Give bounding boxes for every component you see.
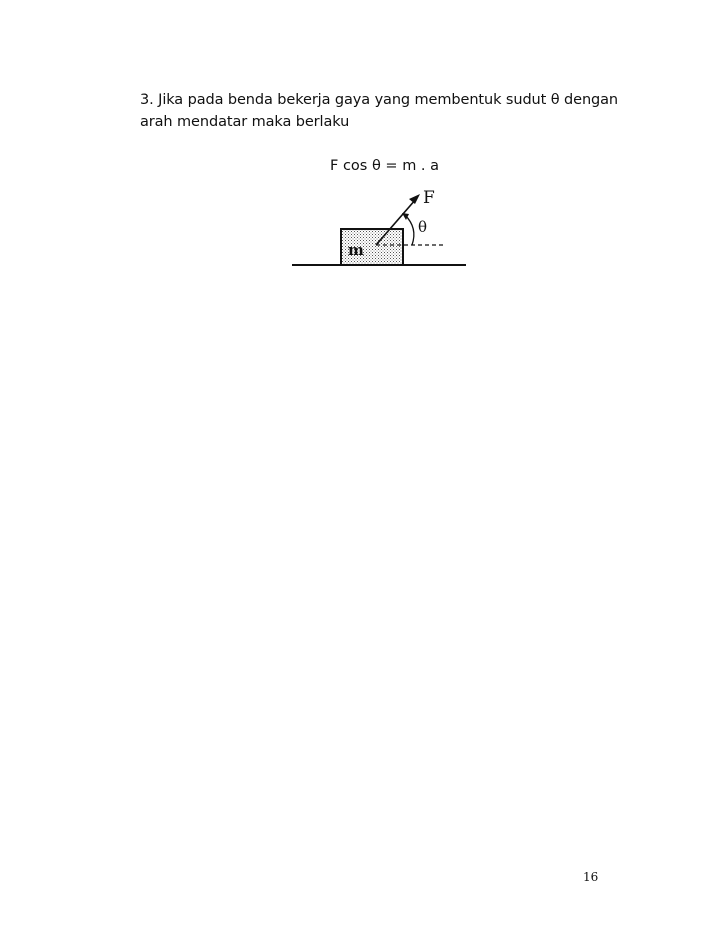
- statement-paragraph: [140, 89, 660, 133]
- angle-arc: [405, 215, 414, 245]
- force-label: F: [423, 188, 435, 208]
- statement-line-1: 3. Jika pada benda bekerja gaya yang membentuk sudut θ dengan: [140, 92, 619, 108]
- angle-label: θ: [418, 218, 428, 236]
- formula: F cos θ = m . a: [330, 158, 440, 174]
- page-number: 16: [583, 870, 599, 884]
- mass-label: m: [348, 241, 364, 259]
- statement-line-2: arah mendatar maka berlaku: [140, 114, 350, 130]
- force-diagram: [288, 183, 468, 283]
- force-arrow-head: [409, 194, 420, 204]
